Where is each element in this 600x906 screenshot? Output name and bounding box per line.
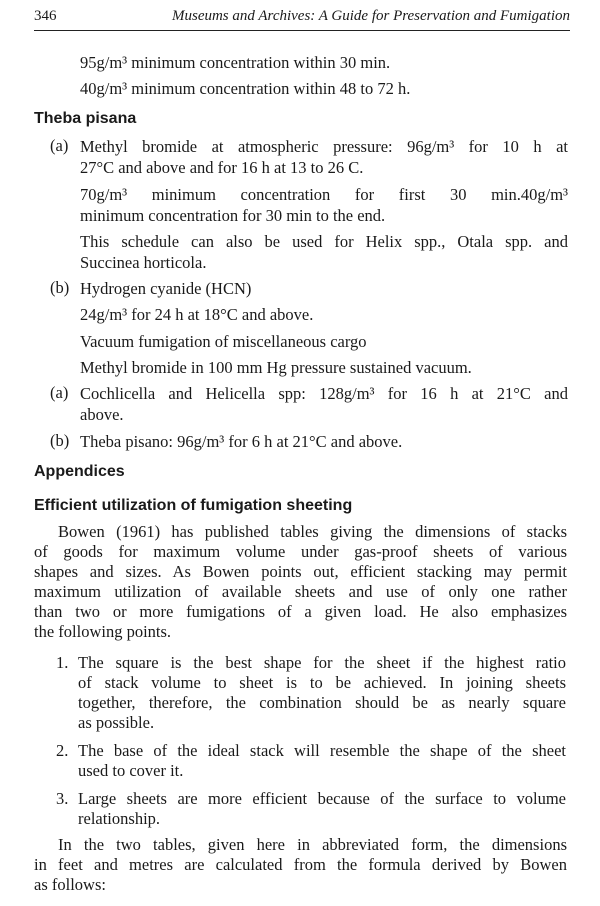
item-a2-label: (a) [50,383,69,402]
item-a-line-2: 27°C and above and for 16 h at 13 to 26 C. [80,158,364,177]
paragraph-line: in feet and metres are calculated from the formula derived by Bowen [34,855,567,874]
item-a-concentration-line-2: minimum concentration for 30 min to the end. [80,206,386,225]
item-a-concentration-line-1: 70g/m³ minimum concentration for first 30 min.40g/m³ [80,185,568,204]
item-b2-line-1: Theba pisano: 96g/m³ for 6 h at 21°C and above. [80,432,403,451]
efficient-utilization-heading: Efficient utilization of fumigation sheeting [34,497,353,514]
page-number: 346 [34,8,57,24]
list-item-line: used to cover it. [78,761,184,780]
paragraph-line: as follows: [34,875,106,894]
vacuum-fumigation-line: Vacuum fumigation of miscellaneous cargo [80,332,367,351]
list-item-line: of stack volume to sheet is to be achieved. In joining sheets [78,673,566,692]
item-b-line-1: Hydrogen cyanide (HCN) [80,279,252,298]
item-a2-line-1: Cochlicella and Helicella spp: 128g/m³ for 16 h at 21°C and [80,384,568,403]
paragraph-line: of goods for maximum volume under gas-proof sheets of various [34,542,567,561]
methyl-bromide-vacuum-line: Methyl bromide in 100 mm Hg pressure sustained vacuum. [80,358,472,377]
list-item-line: Large sheets are more efficient because of the surface to volume [78,789,566,808]
appendices-heading: Appendices [34,463,125,480]
list-number: 1. [56,653,69,672]
list-item-line: The base of the ideal stack will resemble the shape of the sheet [78,741,566,760]
list-item-line: as possible. [78,713,155,732]
concentration-line-1: 95g/m³ minimum concentration within 30 min. [80,53,391,72]
bowen-paragraph [34,522,567,642]
list-number: 2. [56,741,69,760]
item-a-label: (a) [50,136,69,155]
list-item-line: relationship. [78,809,161,828]
formula-paragraph [34,835,567,895]
theba-pisana-heading: Theba pisana [34,110,137,127]
item-a2-line-2: above. [80,405,124,424]
paragraph-line: In the two tables, given here in abbreviated form, the dimensions [58,835,567,854]
item-b-line-2: 24g/m³ for 24 h at 18°C and above. [80,305,314,324]
item-b2-label: (b) [50,431,70,450]
list-number: 3. [56,789,69,808]
list-item-line: together, therefore, the combination should be as nearly square [78,693,566,712]
concentration-line-2: 40g/m³ minimum concentration within 48 to 72 h. [80,79,411,98]
list-item [78,789,566,829]
paragraph-line: maximum utilization of available sheets and use of only one rather [34,582,567,601]
running-title: Museums and Archives: A Guide for Preservation and Fumigation [171,8,570,24]
item-b-label: (b) [50,278,70,297]
paragraph-line: than two or more fumigations of a given load. He also emphasizes [34,602,567,621]
schedule-note-line-1: This schedule can also be used for Helix spp., Otala spp. and [80,232,568,251]
schedule-note-line-2: Succinea horticola. [80,253,207,272]
list-item [78,653,566,733]
list-item-line: The square is the best shape for the sheet if the highest ratio [78,653,566,672]
paragraph-line: Bowen (1961) has published tables giving the dimensions of stacks [58,522,567,541]
page-header [34,6,570,31]
item-a-line-1: Methyl bromide at atmospheric pressure: 96g/m³ for 10 h at [80,137,568,156]
paragraph-line: shapes and sizes. As Bowen points out, efficient stacking may permit [34,562,567,581]
paragraph-line: the following points. [34,622,172,641]
list-item [78,741,566,781]
